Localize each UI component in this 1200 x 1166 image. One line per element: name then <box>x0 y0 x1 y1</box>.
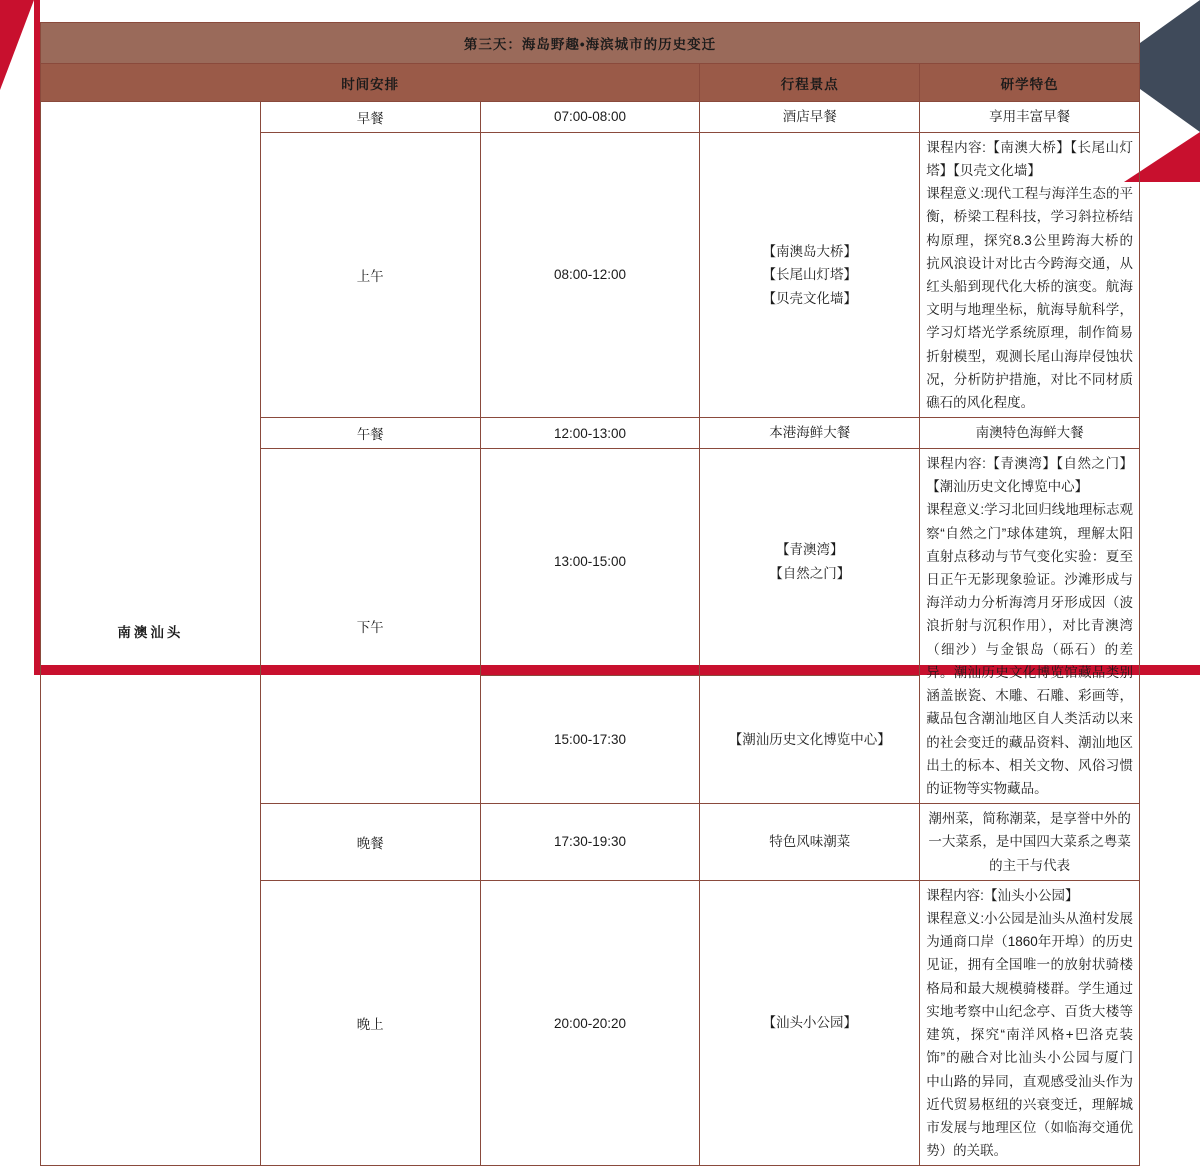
table-title-row <box>41 23 1140 64</box>
row-feature <box>920 880 1140 1166</box>
row-spot <box>700 132 920 418</box>
feature-line: 课程内容:【汕头小公园】 <box>926 887 1079 903</box>
row-time: 08:00-12:00 <box>480 132 700 418</box>
spot-line: 【贝壳文化墙】 <box>762 290 858 306</box>
row-time: 17:30-19:30 <box>480 804 700 881</box>
feature-line: 课程内容:【青澳湾】【自然之门】【潮汕历史文化博览中心】 <box>926 455 1133 495</box>
row-period: 晚上 <box>260 880 480 1166</box>
decor-top-left-red-triangle <box>0 0 34 90</box>
header-spots: 行程景点 <box>700 64 920 102</box>
spot-line: 【自然之门】 <box>769 565 851 581</box>
row-period: 晚餐 <box>260 804 480 881</box>
row-feature: 享用丰富早餐 <box>920 102 1140 133</box>
row-time: 20:00-20:20 <box>480 880 700 1166</box>
row-feature: 潮州菜，简称潮菜，是享誉中外的一大菜系，是中国四大菜系之粤菜的主干与代表 <box>920 804 1140 881</box>
feature-line: 课程意义:小公园是汕头从渔村发展为通商口岸（1860年开埠）的历史见证，拥有全国唯一的放射状骑楼格局和最大规模骑楼群。学生通过实地考察中山纪念亭、百货大楼等建筑，探究“南洋风格+巴洛克装饰”的融合对比汕头小公园与厦门中山路的异同，直观感受汕头作为近代贸易枢纽的兴衰变迁，理解城市发展与地理区位（如临海交通优势）的关联。 <box>926 911 1133 1159</box>
table-header-row <box>41 64 1140 102</box>
spot-line: 【长尾山灯塔】 <box>762 267 858 283</box>
spot-line: 【南澳岛大桥】 <box>762 243 858 259</box>
row-spot <box>700 448 920 675</box>
row-period: 下午 <box>260 448 480 803</box>
row-period: 上午 <box>260 132 480 418</box>
row-feature <box>920 132 1140 418</box>
row-time: 07:00-08:00 <box>480 102 700 133</box>
itinerary-table <box>40 22 1140 1166</box>
row-spot: 本港海鲜大餐 <box>700 418 920 449</box>
row-spot: 【汕头小公园】 <box>700 880 920 1166</box>
table-row <box>41 102 1140 133</box>
row-feature <box>920 448 1140 803</box>
row-period: 早餐 <box>260 102 480 133</box>
row-spot: 酒店早餐 <box>700 102 920 133</box>
row-spot: 【潮汕历史文化博览中心】 <box>700 675 920 803</box>
itinerary-sheet <box>40 22 1140 1166</box>
feature-line: 课程内容:【南澳大桥】【长尾山灯塔】【贝壳文化墙】 <box>926 139 1133 178</box>
row-time: 15:00-17:30 <box>480 675 700 803</box>
header-time: 时间安排 <box>41 64 700 102</box>
row-period: 午餐 <box>260 418 480 449</box>
row-time: 13:00-15:00 <box>480 448 700 675</box>
row-feature: 南澳特色海鲜大餐 <box>920 418 1140 449</box>
feature-line: 课程意义:现代工程与海洋生态的平衡，桥梁工程科技，学习斜拉桥结构原理，探究8.3公里跨海大桥的抗风浪设计对比古今跨海交通，从红头船到现代化大桥的演变。航海文明与地理坐标，航海导航科学，学习灯塔光学系统原理，制作简易折射模型，观测长尾山海岸侵蚀状况，分析防护措施，对比不同材质礁石的风化程度。 <box>926 186 1133 411</box>
spot-line: 【青澳湾】 <box>776 542 844 558</box>
header-features: 研学特色 <box>920 64 1140 102</box>
row-time: 12:00-13:00 <box>480 418 700 449</box>
row-spot: 特色风味潮菜 <box>700 804 920 881</box>
page-title: 第三天：海岛野趣•海滨城市的历史变迁 <box>41 23 1140 64</box>
feature-line: 课程意义:学习北回归线地理标志观察“自然之门”球体建筑，理解太阳直射点移动与节气变化实验：夏至日正午无影现象验证。沙滩形成与海洋动力分析海湾月牙形成因（波浪折射与沉积作用），对比青澳湾（细沙）与金银岛（砾石）的差异。潮汕历史文化博览馆藏品类别涵盖嵌瓷、木雕、石雕、彩画等，藏品包含潮汕地区自人类活动以来的社会变迁的藏品资料、潮汕地区出土的标本、相关文物、风俗习惯的证物等实物藏品。 <box>926 502 1133 796</box>
city-label: 南澳汕头 <box>41 102 261 1166</box>
